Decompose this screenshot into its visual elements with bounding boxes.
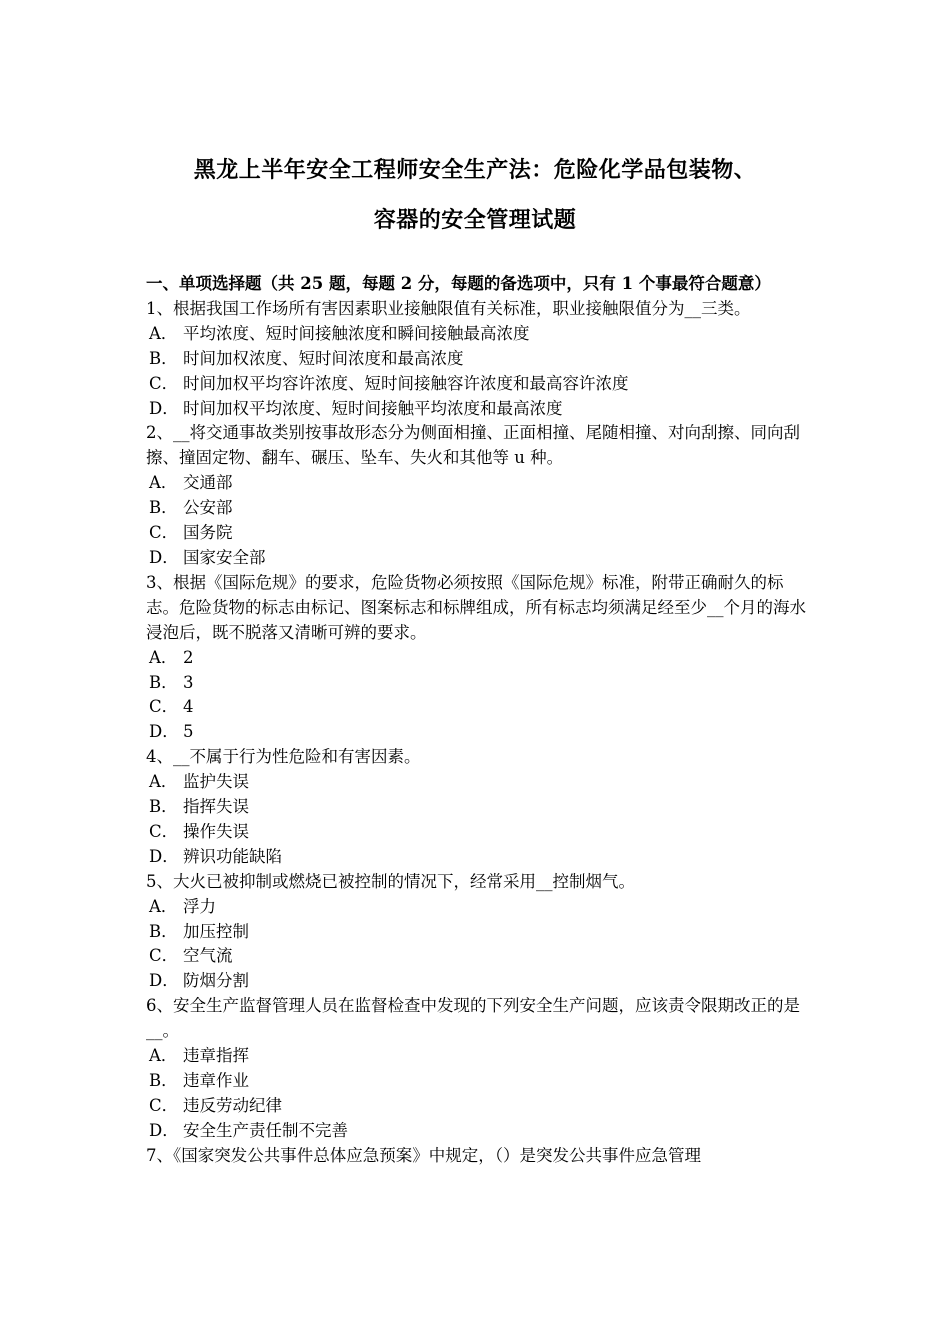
option-b: B． 时间加权浓度、短时间浓度和最高浓度 xyxy=(149,348,464,368)
option-b: B． 公安部 xyxy=(149,498,233,518)
option-a: A． 2 xyxy=(149,647,194,667)
option-b: B． 3 xyxy=(149,672,194,692)
question-2 xyxy=(146,421,806,570)
option-b: B． 加压控制 xyxy=(149,921,249,941)
option-c: C． 操作失误 xyxy=(149,821,249,841)
document-title-line-2: 容器的安全管理试题 xyxy=(373,207,577,233)
option-d: D． 防烟分割 xyxy=(149,971,249,991)
option-d: D． 辨识功能缺陷 xyxy=(149,846,282,866)
question-text: 3、根据《国际危规》的要求，危险货物必须按照《国际危规》标准，附带正确耐久的标志。危险货物的标志由标记、图案标志和标牌组成，所有标志均须满足经至少__个月的海水浸泡后，既不脱落又清晰可辨的要求。 xyxy=(146,572,806,642)
option-d: D． 时间加权平均浓度、短时间接触平均浓度和最高浓度 xyxy=(149,398,563,418)
option-a: A． 浮力 xyxy=(149,896,216,916)
option-a: A． 违章指挥 xyxy=(149,1046,249,1066)
question-text: 4、__不属于行为性危险和有害因素。 xyxy=(146,747,421,767)
option-c: C． 空气流 xyxy=(149,946,233,966)
option-a: A． 监护失误 xyxy=(149,772,249,792)
option-b: B． 指挥失误 xyxy=(149,797,249,817)
option-c: C． 违反劳动纪律 xyxy=(149,1095,282,1115)
question-text: 6、安全生产监督管理人员在监督检查中发现的下列安全生产问题，应该责令限期改正的是__。 xyxy=(146,996,800,1041)
option-c: C． 时间加权平均容许浓度、短时间接触容许浓度和最高容许浓度 xyxy=(149,373,629,393)
option-d: D． 5 xyxy=(149,722,194,742)
question-text: 5、大火已被抑制或燃烧已被控制的情况下，经常采用__控制烟气。 xyxy=(146,871,635,891)
option-d: D． 国家安全部 xyxy=(149,547,266,567)
option-c: C． 4 xyxy=(149,697,194,717)
document-title-line-1: 黑龙上半年安全工程师安全生产法：危险化学品包装物、 xyxy=(193,157,757,183)
question-text: 1、根据我国工作场所有害因素职业接触限值有关标准，职业接触限值分为__三类。 xyxy=(146,298,751,318)
question-5 xyxy=(146,870,806,995)
question-text: 7、《国家突发公共事件总体应急预案》中规定，（）是突发公共事件应急管理 xyxy=(146,1145,701,1165)
question-6 xyxy=(146,994,806,1143)
document-body xyxy=(146,272,806,1169)
option-b: B． 违章作业 xyxy=(149,1071,249,1090)
question-7 xyxy=(146,1144,806,1169)
section-heading: 一、单项选择题（共 25 题，每题 2 分，每题的备选项中，只有 1 个事最符合题意） xyxy=(146,274,771,293)
question-text: 2、__将交通事故类别按事故形态分为侧面相撞、正面相撞、尾随相撞、对向刮擦、同向刮擦、撞固定物、翻车、碾压、坠车、失火和其他等 u 种。 xyxy=(146,423,800,468)
question-4 xyxy=(146,745,806,870)
question-1 xyxy=(146,297,806,422)
question-3 xyxy=(146,571,806,745)
option-d: D． 安全生产责任制不完善 xyxy=(149,1120,348,1140)
option-a: A． 交通部 xyxy=(149,473,233,493)
option-c: C． 国务院 xyxy=(149,523,233,543)
option-a: A． 平均浓度、短时间接触浓度和瞬间接触最高浓度 xyxy=(149,323,530,343)
